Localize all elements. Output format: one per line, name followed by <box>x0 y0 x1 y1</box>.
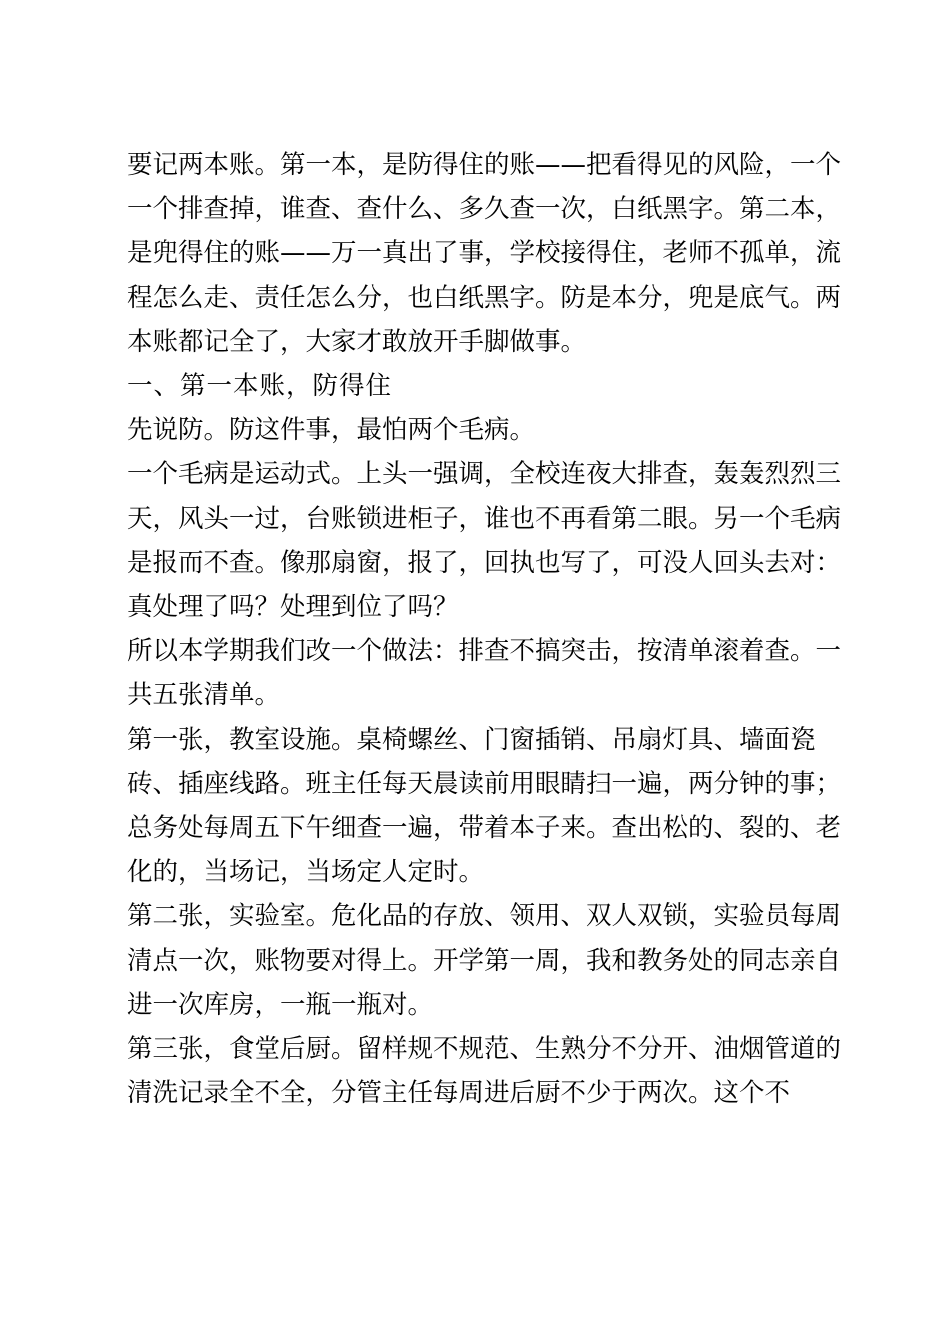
paragraph: 所以本学期我们改一个做法：排查不搞突击，按清单滚着查。一共五张清单。 <box>127 636 842 711</box>
paragraph: 第三张，食堂后厨。留样规不规范、生熟分不分开、油烟管道的清洗记录全不全，分管主任每周进后厨不少于两次。这个不 <box>127 1034 842 1109</box>
paragraph: 第二张，实验室。危化品的存放、领用、双人双锁，实验员每周清点一次，账物要对得上。开学第一周，我和教务处的同志亲自进一次库房，一瓶一瓶对。 <box>127 901 842 1020</box>
paragraph: 第一张，教室设施。桌椅螺丝、门窗插销、吊扇灯具、墙面瓷砖、插座线路。班主任每天晨读前用眼睛扫一遍，两分钟的事；总务处每周五下午细查一遍，带着本子来。查出松的、裂的、老化的，当场记，当场定人定时。 <box>127 724 842 888</box>
paragraph-intro: 要记两本账。第一本，是防得住的账——把看得见的风险，一个一个排查掉，谁查、查什么、多久查一次，白纸黑字。第二本，是兜得住的账——万一真出了事，学校接得住，老师不孤单，流程怎么走、责任怎么分，也白纸黑字。防是本分，兜是底气。两本账都记全了，大家才敢放开手脚做事。 <box>127 150 842 357</box>
paragraph: 一个毛病是运动式。上头一强调，全校连夜大排查，轰轰烈烈三天，风头一过，台账锁进柜子，谁也不再看第二眼。另一个毛病是报而不查。像那扇窗，报了，回执也写了，可没人回头去对：真处理了吗？处理到位了吗？ <box>127 459 842 623</box>
document-body <box>127 143 847 1115</box>
paragraph: 先说防。防这件事，最怕两个毛病。 <box>127 415 536 446</box>
section-heading: 一、第一本账，防得住 <box>127 371 393 402</box>
